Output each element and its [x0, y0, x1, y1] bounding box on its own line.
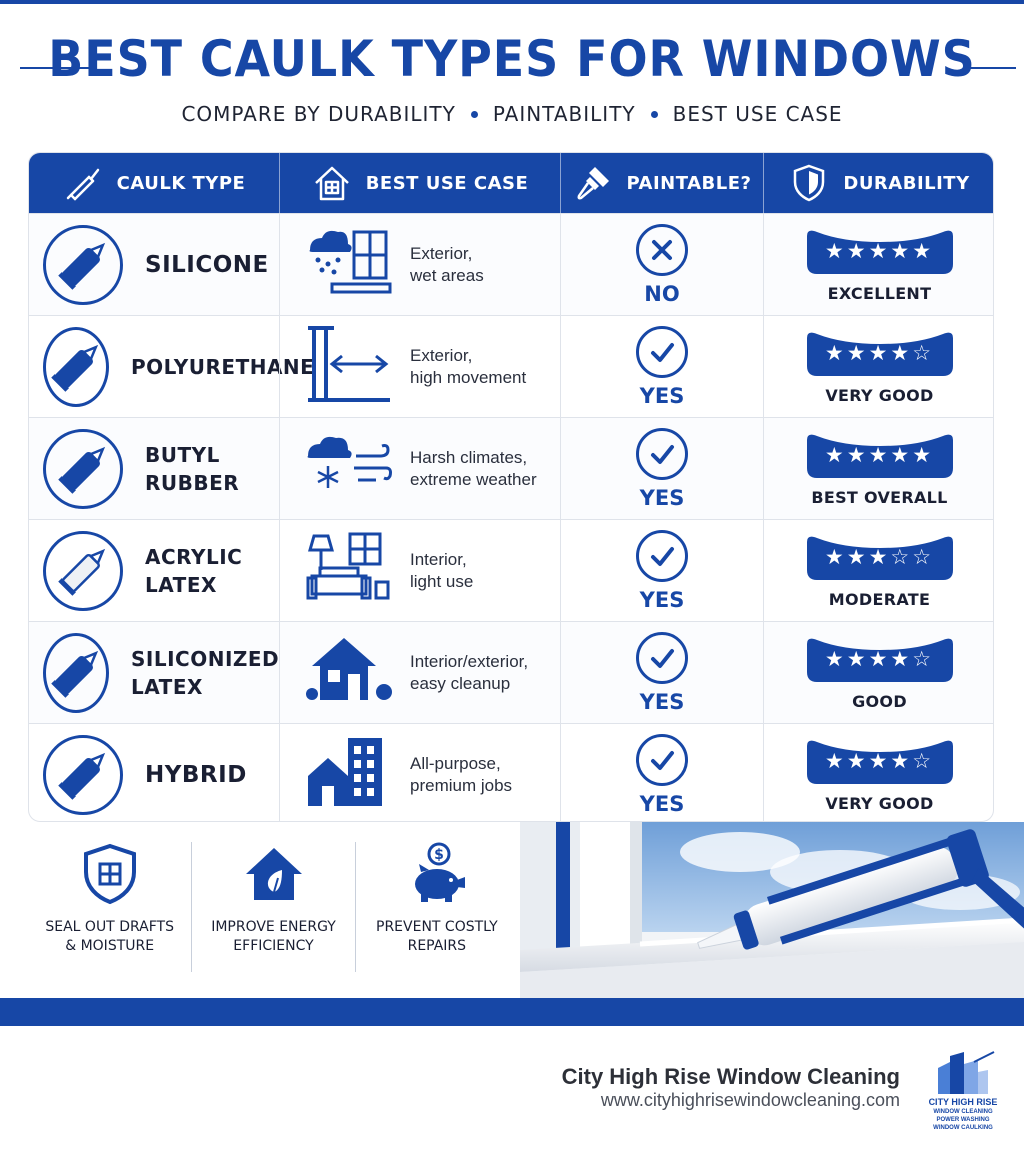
use-case-text: Interior, light use: [410, 549, 474, 591]
company-name: City High Rise Window Cleaning: [561, 1064, 900, 1089]
use-case-text: Exterior, wet areas: [410, 243, 484, 285]
caulk-type-cell: [29, 316, 315, 417]
caulk-type-cell: [29, 214, 279, 315]
caulk-tube-badge: [43, 429, 123, 509]
paintable-badge: [636, 632, 688, 684]
caulk-tube-icon: [46, 337, 106, 397]
house-leaf-icon: [242, 842, 306, 906]
x-icon: [647, 235, 677, 265]
caulk-type-cell: [29, 520, 279, 621]
title-area: [0, 30, 1024, 100]
paintable-badge: [636, 428, 688, 480]
column-label: CAULK TYPE: [116, 172, 246, 194]
movement-arrows-icon: [280, 324, 394, 409]
caulk-tube-icon: [53, 439, 113, 499]
caulk-type-name: ACRYLIC LATEX: [145, 544, 243, 597]
use-case-text: Harsh climates, extreme weather: [410, 447, 537, 489]
caulk-type-name: SILICONE: [145, 251, 269, 278]
durability-cell: [763, 214, 994, 315]
paintable-badge: [636, 530, 688, 582]
column-label: PAINTABLE?: [626, 172, 752, 194]
table-row: [29, 315, 994, 417]
use-case-cell: [279, 316, 560, 417]
column-label: DURABILITY: [843, 172, 970, 194]
subtitle-dot: [471, 111, 478, 118]
subtitle-durability: COMPARE BY DURABILITY: [181, 102, 456, 126]
paintable-label: NO: [644, 281, 680, 306]
durability-label: GOOD: [852, 692, 907, 711]
durability-label: VERY GOOD: [825, 794, 934, 813]
rating-ribbon: [803, 736, 957, 790]
durability-label: MODERATE: [828, 590, 931, 609]
durability-cell: [763, 622, 994, 723]
table-row: [29, 417, 994, 519]
caulk-tube-badge: [43, 633, 109, 713]
check-icon: [647, 643, 677, 673]
check-icon: [647, 745, 677, 775]
paintable-cell: [560, 418, 763, 519]
durability-label: BEST OVERALL: [811, 488, 948, 507]
star-rating: ★★★★☆: [824, 341, 935, 365]
check-icon: [647, 337, 677, 367]
column-label: BEST USE CASE: [365, 172, 529, 194]
star-rating: ★★★☆☆: [824, 545, 935, 569]
benefit-seal: [28, 842, 191, 972]
use-case-cell: [279, 520, 560, 621]
durability-cell: [763, 724, 994, 822]
table-header: [29, 153, 994, 213]
star-rating: ★★★★★: [824, 443, 935, 467]
caulk-type-cell: [29, 724, 279, 822]
durability-label: EXCELLENT: [827, 284, 932, 303]
footer-band: [0, 998, 1024, 1026]
caulk-tube-icon: [46, 643, 106, 703]
use-case-text: Interior/exterior, easy cleanup: [410, 651, 529, 693]
rain-window-icon: [280, 222, 394, 307]
durability-cell: [763, 316, 994, 417]
piggy-bank-icon: [405, 842, 469, 906]
caulk-type-name: HYBRID: [145, 761, 247, 788]
benefit-label: SEAL OUT DRAFTS & MOISTURE: [45, 919, 174, 954]
paintable-label: YES: [639, 485, 685, 510]
column-header-best-use-case: [279, 153, 560, 213]
window-caulking-photo: [520, 822, 1024, 998]
caulk-gun-icon: [63, 163, 103, 203]
company-logo: [928, 1050, 998, 1134]
durability-cell: [763, 520, 994, 621]
buildings-icon: [280, 732, 394, 817]
rating-ribbon: [803, 532, 957, 586]
logo-line: CITY HIGH RISE: [928, 1097, 998, 1107]
paintable-badge: [636, 224, 688, 276]
caulk-tube-icon: [53, 541, 113, 601]
caulk-type-name: SILICONIZED LATEX: [131, 646, 280, 699]
paintable-cell: [560, 520, 763, 621]
use-case-cell: [279, 622, 560, 723]
column-header-caulk-type: [29, 153, 279, 213]
paintable-cell: [560, 316, 763, 417]
rating-ribbon: [803, 430, 957, 484]
page-title: BEST CAULK TYPES FOR WINDOWS: [48, 30, 976, 88]
column-header-durability: [763, 153, 994, 213]
star-rating: ★★★★☆: [824, 647, 935, 671]
house-icon: [312, 163, 352, 203]
caulk-tube-badge: [43, 531, 123, 611]
caulk-tube-badge: [43, 327, 109, 407]
paint-brush-icon: [573, 163, 613, 203]
benefit-repairs: [355, 842, 518, 972]
table-row: [29, 519, 994, 621]
rating-ribbon: [803, 328, 957, 382]
durability-cell: [763, 418, 994, 519]
living-room-icon: [280, 528, 394, 613]
paintable-cell: [560, 724, 763, 822]
use-case-text: Exterior, high movement: [410, 345, 527, 387]
table-row: [29, 621, 994, 723]
paintable-cell: [560, 214, 763, 315]
shield-icon: [789, 163, 829, 203]
rating-ribbon: [803, 226, 957, 280]
caulk-type-name: POLYURETHANE: [131, 354, 315, 379]
caulk-tube-icon: [53, 235, 113, 295]
caulk-type-name: BUTYL RUBBER: [145, 442, 240, 495]
caulk-type-cell: [29, 622, 279, 723]
subtitle-dot: [651, 111, 658, 118]
table-row: [29, 213, 994, 315]
table-row: [29, 723, 994, 822]
caulk-tube-icon: [53, 745, 113, 805]
benefit-energy: [191, 842, 354, 972]
rating-ribbon: [803, 634, 957, 688]
logo-line: WINDOW CLEANING: [933, 1109, 993, 1115]
paintable-label: YES: [639, 383, 685, 408]
benefit-label: PREVENT COSTLY REPAIRS: [376, 919, 498, 954]
shield-window-icon: [78, 842, 142, 906]
star-rating: ★★★★★: [824, 239, 935, 263]
subtitle-use-case: BEST USE CASE: [672, 102, 843, 126]
caulk-tube-badge: [43, 735, 123, 815]
paintable-label: YES: [639, 587, 685, 612]
company-url[interactable]: www.cityhighrisewindowcleaning.com: [600, 1090, 900, 1110]
paintable-label: YES: [639, 791, 685, 816]
benefits-strip: [28, 842, 518, 972]
check-icon: [647, 439, 677, 469]
benefit-label: IMPROVE ENERGY EFFICIENCY: [211, 919, 336, 954]
logo-line: WINDOW CAULKING: [933, 1125, 993, 1131]
paintable-badge: [636, 734, 688, 786]
use-case-cell: [279, 214, 560, 315]
use-case-text: All-purpose, premium jobs: [410, 753, 513, 795]
use-case-cell: [279, 724, 560, 822]
durability-label: VERY GOOD: [825, 386, 934, 405]
paintable-badge: [636, 326, 688, 378]
caulk-comparison-table: [28, 152, 994, 822]
weather-icon: [280, 426, 394, 511]
logo-line: POWER WASHING: [936, 1117, 990, 1123]
subtitle-paintability: PAINTABILITY: [492, 102, 636, 126]
paintable-label: YES: [639, 689, 685, 714]
caulk-tube-badge: [43, 225, 123, 305]
page-subtitle: [0, 102, 1024, 126]
top-rule: [0, 0, 1024, 4]
caulk-type-cell: [29, 418, 279, 519]
use-case-cell: [279, 418, 560, 519]
svg-text:$: $: [433, 847, 444, 863]
check-icon: [647, 541, 677, 571]
paintable-cell: [560, 622, 763, 723]
house-icon: [280, 630, 394, 715]
column-header-paintable: [560, 153, 763, 213]
star-rating: ★★★★☆: [824, 749, 935, 773]
